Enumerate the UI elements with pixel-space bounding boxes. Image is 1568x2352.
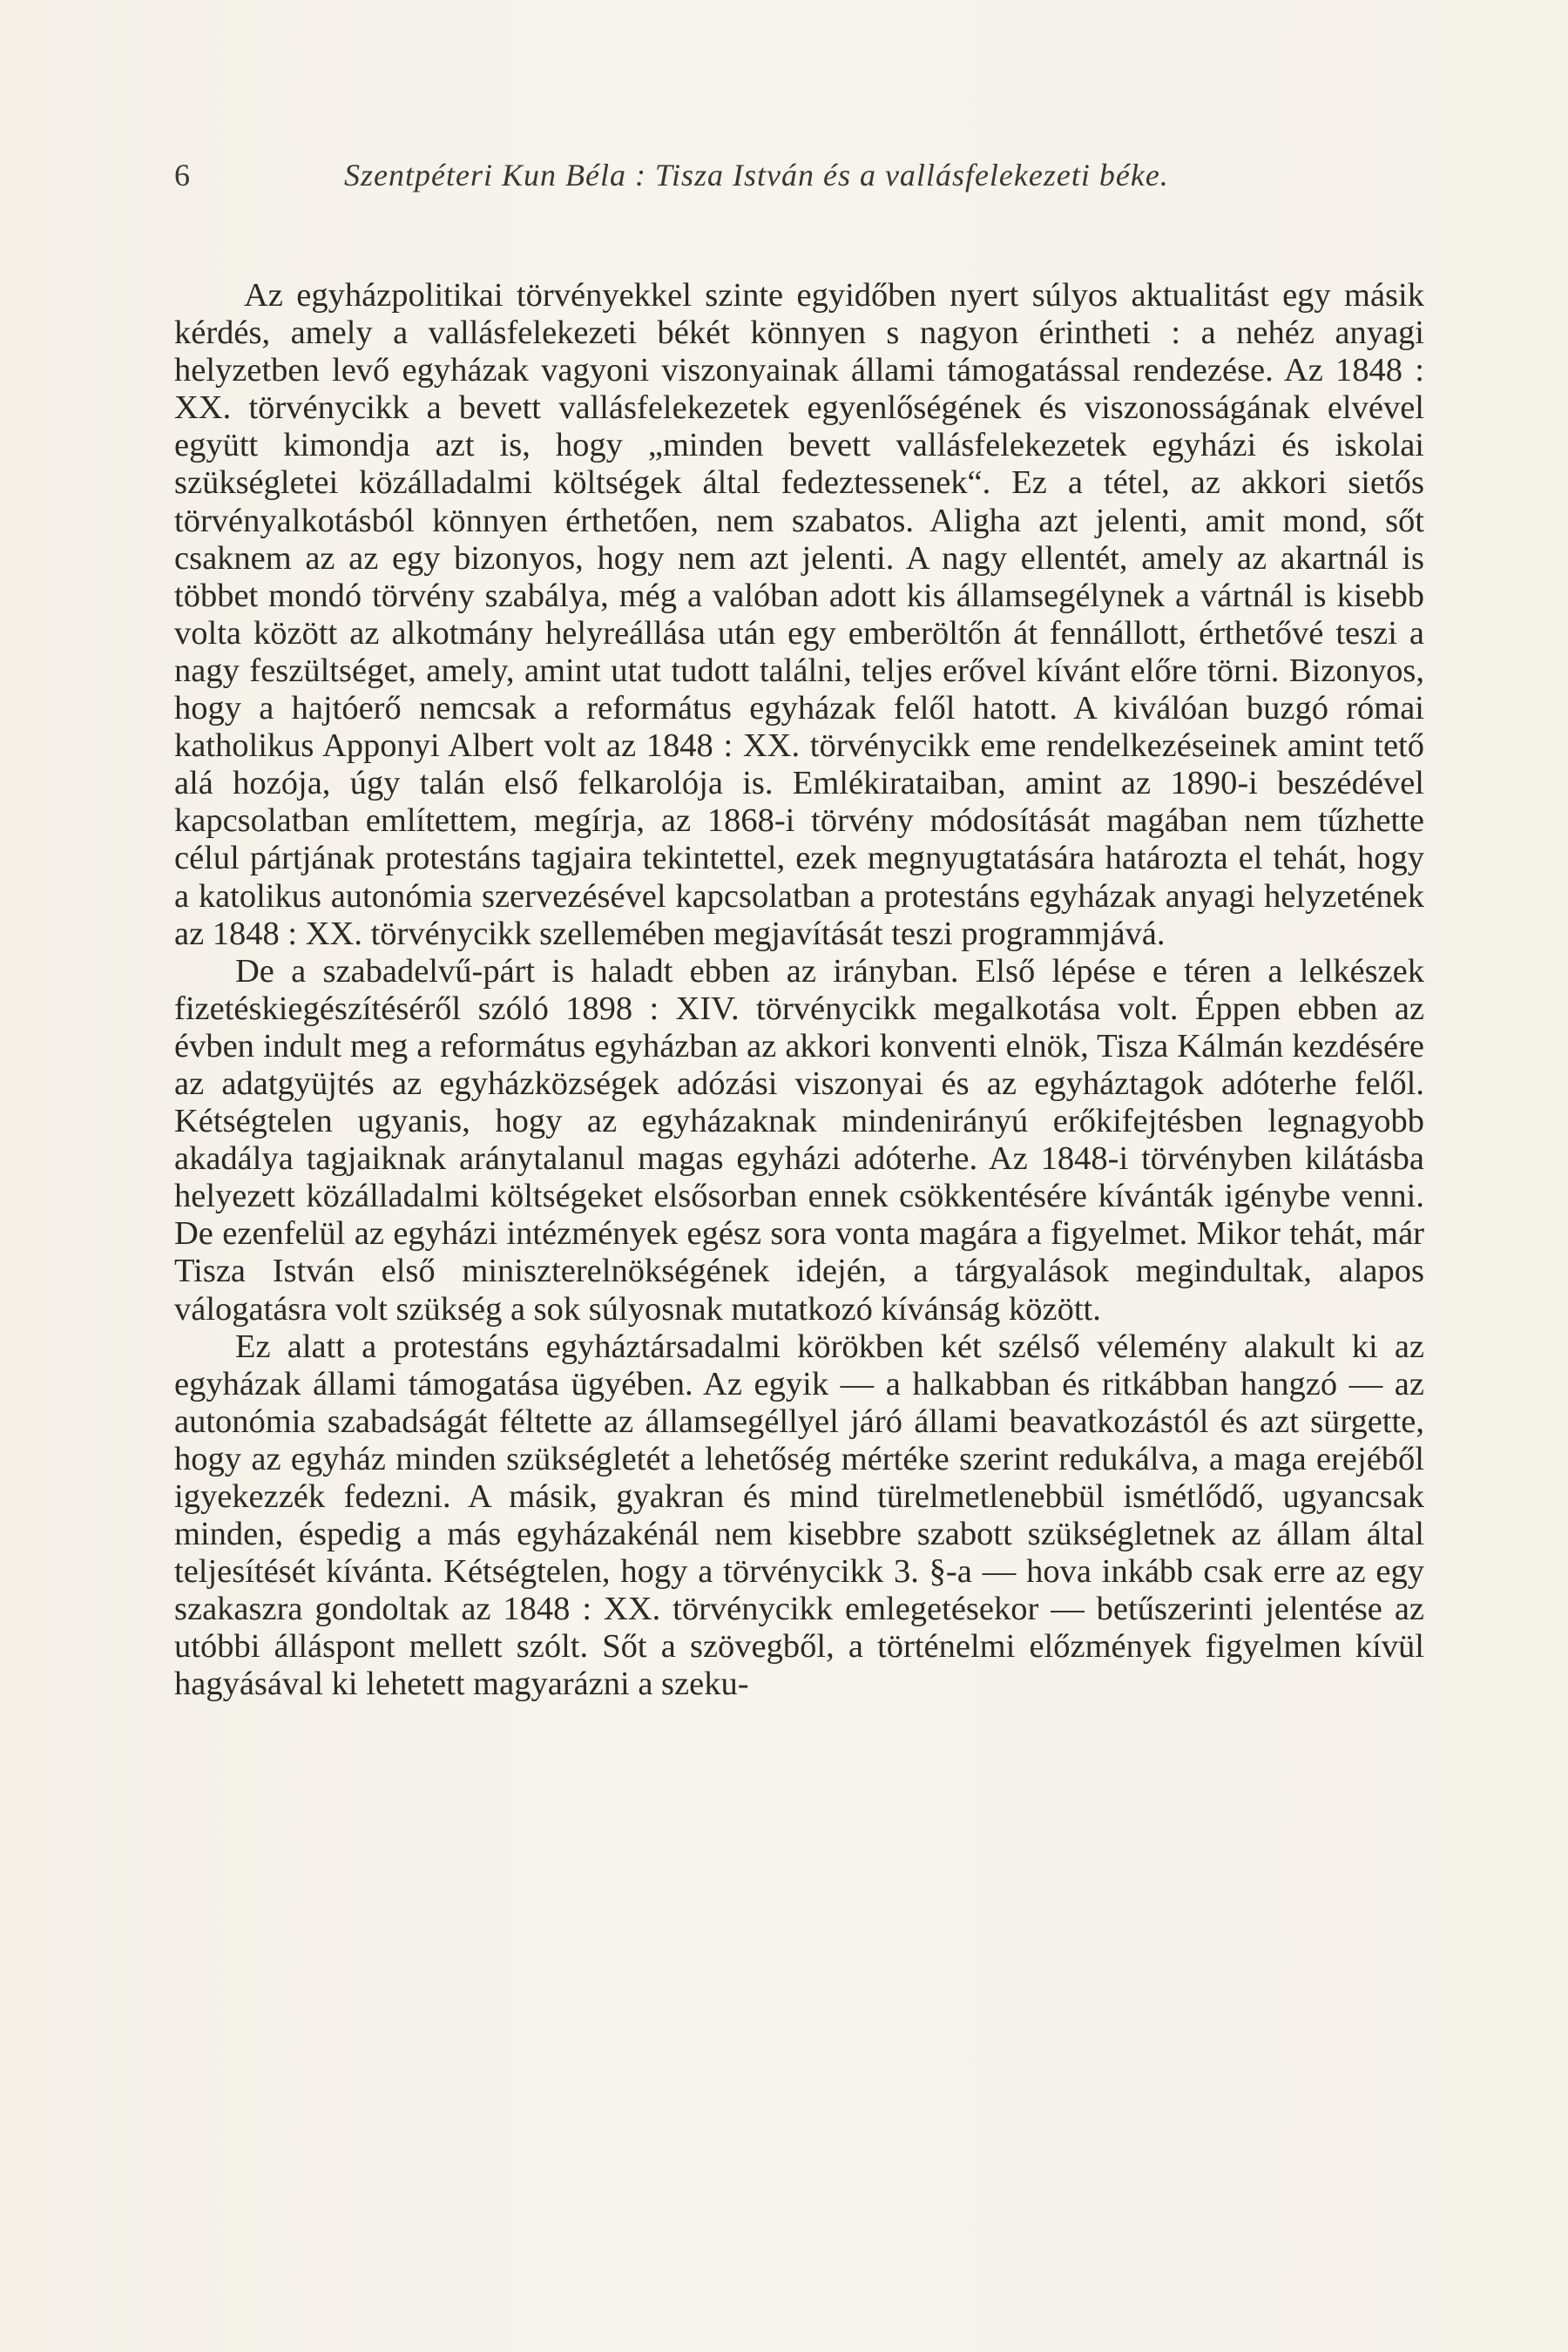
paragraph-1: Az egyházpolitikai törvényekkel szinte egyidőben nyert súlyos aktualitást egy másik kérdés, amely a vallásfelekezeti békét könnyen s nagyon érintheti : a nehéz anyagi helyzetben levő egyházak vagyoni viszonyainak állami támogatással rendezése. Az 1848 : XX. törvénycikk a bevett vallásfelekezetek egyenlőségének és viszonosságának elvével együtt kimondja azt is, hogy „minden bevett vallásfelekezetek egyházi és iskolai szükségletei közálladalmi költségek által fedeztessenek“. Ez a tétel, az akkori sietős törvényalkotásból könnyen érthetően, nem szabatos. Aligha azt jelenti, amit mond, sőt csaknem az az egy bizonyos, hogy nem azt jelenti. A nagy ellentét, amely az akartnál is többet mondó törvény szabálya, még a valóban adott kis államsegélynek a vártnál is kisebb volta között az alkotmány helyreállása után egy emberöltőn át fennállott, érthetővé teszi a nagy feszültséget, amely, amint utat tudott találni, teljes erővel kívánt előre törni. Bizonyos, hogy a hajtóerő nemcsak a református egyházak felől hatott. A kiválóan buzgó római katholikus Apponyi Albert volt az 1848 : XX. törvénycikk eme rendelkezéseinek amint tető alá hozója, úgy talán első felkarolója is. Emlékirataiban, amint az 1890-i beszédével kapcsolatban említettem, megírja, az 1868-i törvény módosítását magában nem tűzhette célul pártjának protestáns tagjaira tekintettel, ezek megnyugtatására határozta el tehát, hogy a katolikus autonómia szervezésével kapcsolatban a protestáns egyházak anyagi helyzetének az 1848 : XX. törvénycikk szellemében megjavítását teszi programmjává. bbox=[174, 277, 1424, 952]
paragraph-2: De a szabadelvű-párt is haladt ebben az irányban. Első lépése e téren a lelkészek fizetéskiegészítéséről szóló 1898 : XIV. törvénycikk megalkotása volt. Éppen ebben az évben indult meg a református egyházban az akkori konventi elnök, Tisza Kálmán kezdésére az adatgyüjtés az egyházközségek adózási viszonyai és az egyháztagok adóterhe felől. Kétségtelen ugyanis, hogy az egyházaknak mindenirányú erőkifejtésben legnagyobb akadálya tagjaiknak aránytalanul magas egyházi adóterhe. Az 1848-i törvényben kilátásba helyezett közálladalmi költségeket elsősorban ennek csökkentésére kívánták igénybe venni. De ezenfelül az egyházi intézmények egész sora vonta magára a figyelmet. Mikor tehát, már Tisza István első miniszterelnökségének idején, a tárgyalások megindultak, alapos válogatásra volt szükség a sok súlyosnak mutatkozó kívánság között. bbox=[174, 952, 1424, 1328]
page-header bbox=[174, 157, 1420, 209]
body-text bbox=[174, 277, 1424, 1704]
page-number: 6 bbox=[174, 158, 191, 193]
paragraph-3: Ez alatt a protestáns egyháztársadalmi körökben két szélső vélemény alakult ki az egyházak állami támogatása ügyében. Az egyik — a halkabban és ritkábban hangzó — az autonómia szabadságát féltette az államsegéllyel járó állami beavatkozástól és azt sürgette, hogy az egyház minden szükségletét a lehetőség mértéke szerint redukálva, a maga erejéből igyekezzék fedezni. A másik, gyakran és mind türelmetlenebbül ismétlődő, ugyancsak minden, éspedig a más egyházakénál nem kisebbre szabott szükségletnek az állam által teljesítését kívánta. Kétségtelen, hogy a törvénycikk 3. §-a — hova inkább csak erre az egy szakaszra gondoltak az 1848 : XX. törvénycikk emlegetésekor — betűszerinti jelentése az utóbbi álláspont mellett szólt. Sőt a szövegből, a történelmi előzmények figyelmen kívül hagyásával ki lehetett magyarázni a szeku- bbox=[174, 1328, 1424, 1703]
running-title: Szentpéteri Kun Béla : Tisza István és a vallásfelekezeti béke. bbox=[344, 158, 1169, 193]
